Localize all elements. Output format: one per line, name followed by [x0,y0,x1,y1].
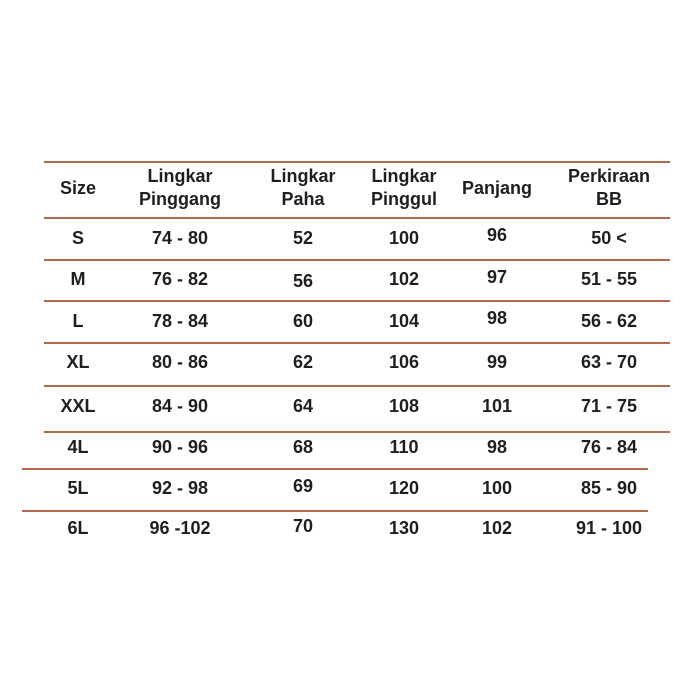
table-cell: 80 - 86 [151,352,209,372]
table-cell: 92 - 98 [151,478,209,498]
table-cell: 96 [486,225,508,245]
column-header-line: Size [59,178,97,198]
column-header-line: Pinggang [139,189,221,209]
table-cell: 108 [388,396,420,416]
row-divider-line [22,468,648,470]
column-header-line: Perkiraan [567,166,651,186]
table-cell: 50 < [591,228,627,248]
column-header-line: BB [596,189,622,209]
table-cell: 98 [486,308,508,328]
table-cell: 102 [481,518,513,538]
column-header-line: Lingkar [147,166,213,186]
table-cell: 120 [388,478,420,498]
table-cell: 56 [292,271,314,291]
table-cell: 106 [388,352,420,372]
column-header [60,177,96,200]
table-cell: 52 [292,228,314,248]
table-cell: 101 [481,396,513,416]
column-header [568,165,650,211]
row-divider-line [44,217,670,219]
size-label-cell: 6L [67,518,89,538]
size-label-cell: 4L [67,437,89,457]
table-cell: 100 [388,228,420,248]
table-cell: 76 - 82 [151,269,209,289]
table-cell: 62 [292,352,314,372]
table-cell: 110 [389,437,419,457]
table-cell: 100 [481,478,513,498]
table-cell: 74 - 80 [151,228,209,248]
column-header-line: Lingkar [371,166,437,186]
size-label-cell: 5L [67,478,89,498]
table-cell: 99 [486,352,508,372]
table-cell: 56 - 62 [580,311,638,331]
column-header-line: Lingkar [270,166,336,186]
table-cell: 78 - 84 [151,311,209,331]
row-divider-line [44,385,670,387]
table-cell: 69 [292,476,314,496]
table-cell: 60 [292,311,314,331]
table-cell: 64 [292,396,314,416]
row-divider-line [44,431,670,433]
table-cell: 71 - 75 [580,396,638,416]
row-divider-line [44,342,670,344]
table-cell: 85 - 90 [580,478,638,498]
table-cell: 98 [486,437,508,457]
table-cell: 97 [486,267,508,287]
table-cell: 51 - 55 [580,269,638,289]
column-header-line: Pinggul [371,189,437,209]
table-cell: 96 -102 [149,518,211,538]
column-header [462,177,532,200]
row-divider-line [44,300,670,302]
column-header [270,165,335,211]
size-label-cell: L [72,311,84,331]
row-divider-line [22,510,648,512]
row-divider-line [44,259,670,261]
table-cell: 91 - 100 [575,518,643,538]
table-cell: 84 - 90 [151,396,209,416]
column-header [371,165,437,211]
table-cell: 102 [388,269,420,289]
size-label-cell: S [71,228,85,248]
table-cell: 70 [292,516,314,536]
table-cell: 76 - 84 [580,437,638,457]
size-label-cell: XL [66,352,90,372]
table-cell: 68 [292,437,314,457]
column-header-line: Panjang [461,178,533,198]
table-cell: 104 [388,311,420,331]
column-header [139,165,221,211]
table-cell: 90 - 96 [151,437,209,457]
size-label-cell: XXL [60,396,96,416]
column-header-line: Paha [281,189,325,209]
table-cell: 63 - 70 [580,352,638,372]
size-label-cell: M [70,269,86,289]
row-divider-line [44,161,670,163]
table-cell: 130 [388,518,420,538]
